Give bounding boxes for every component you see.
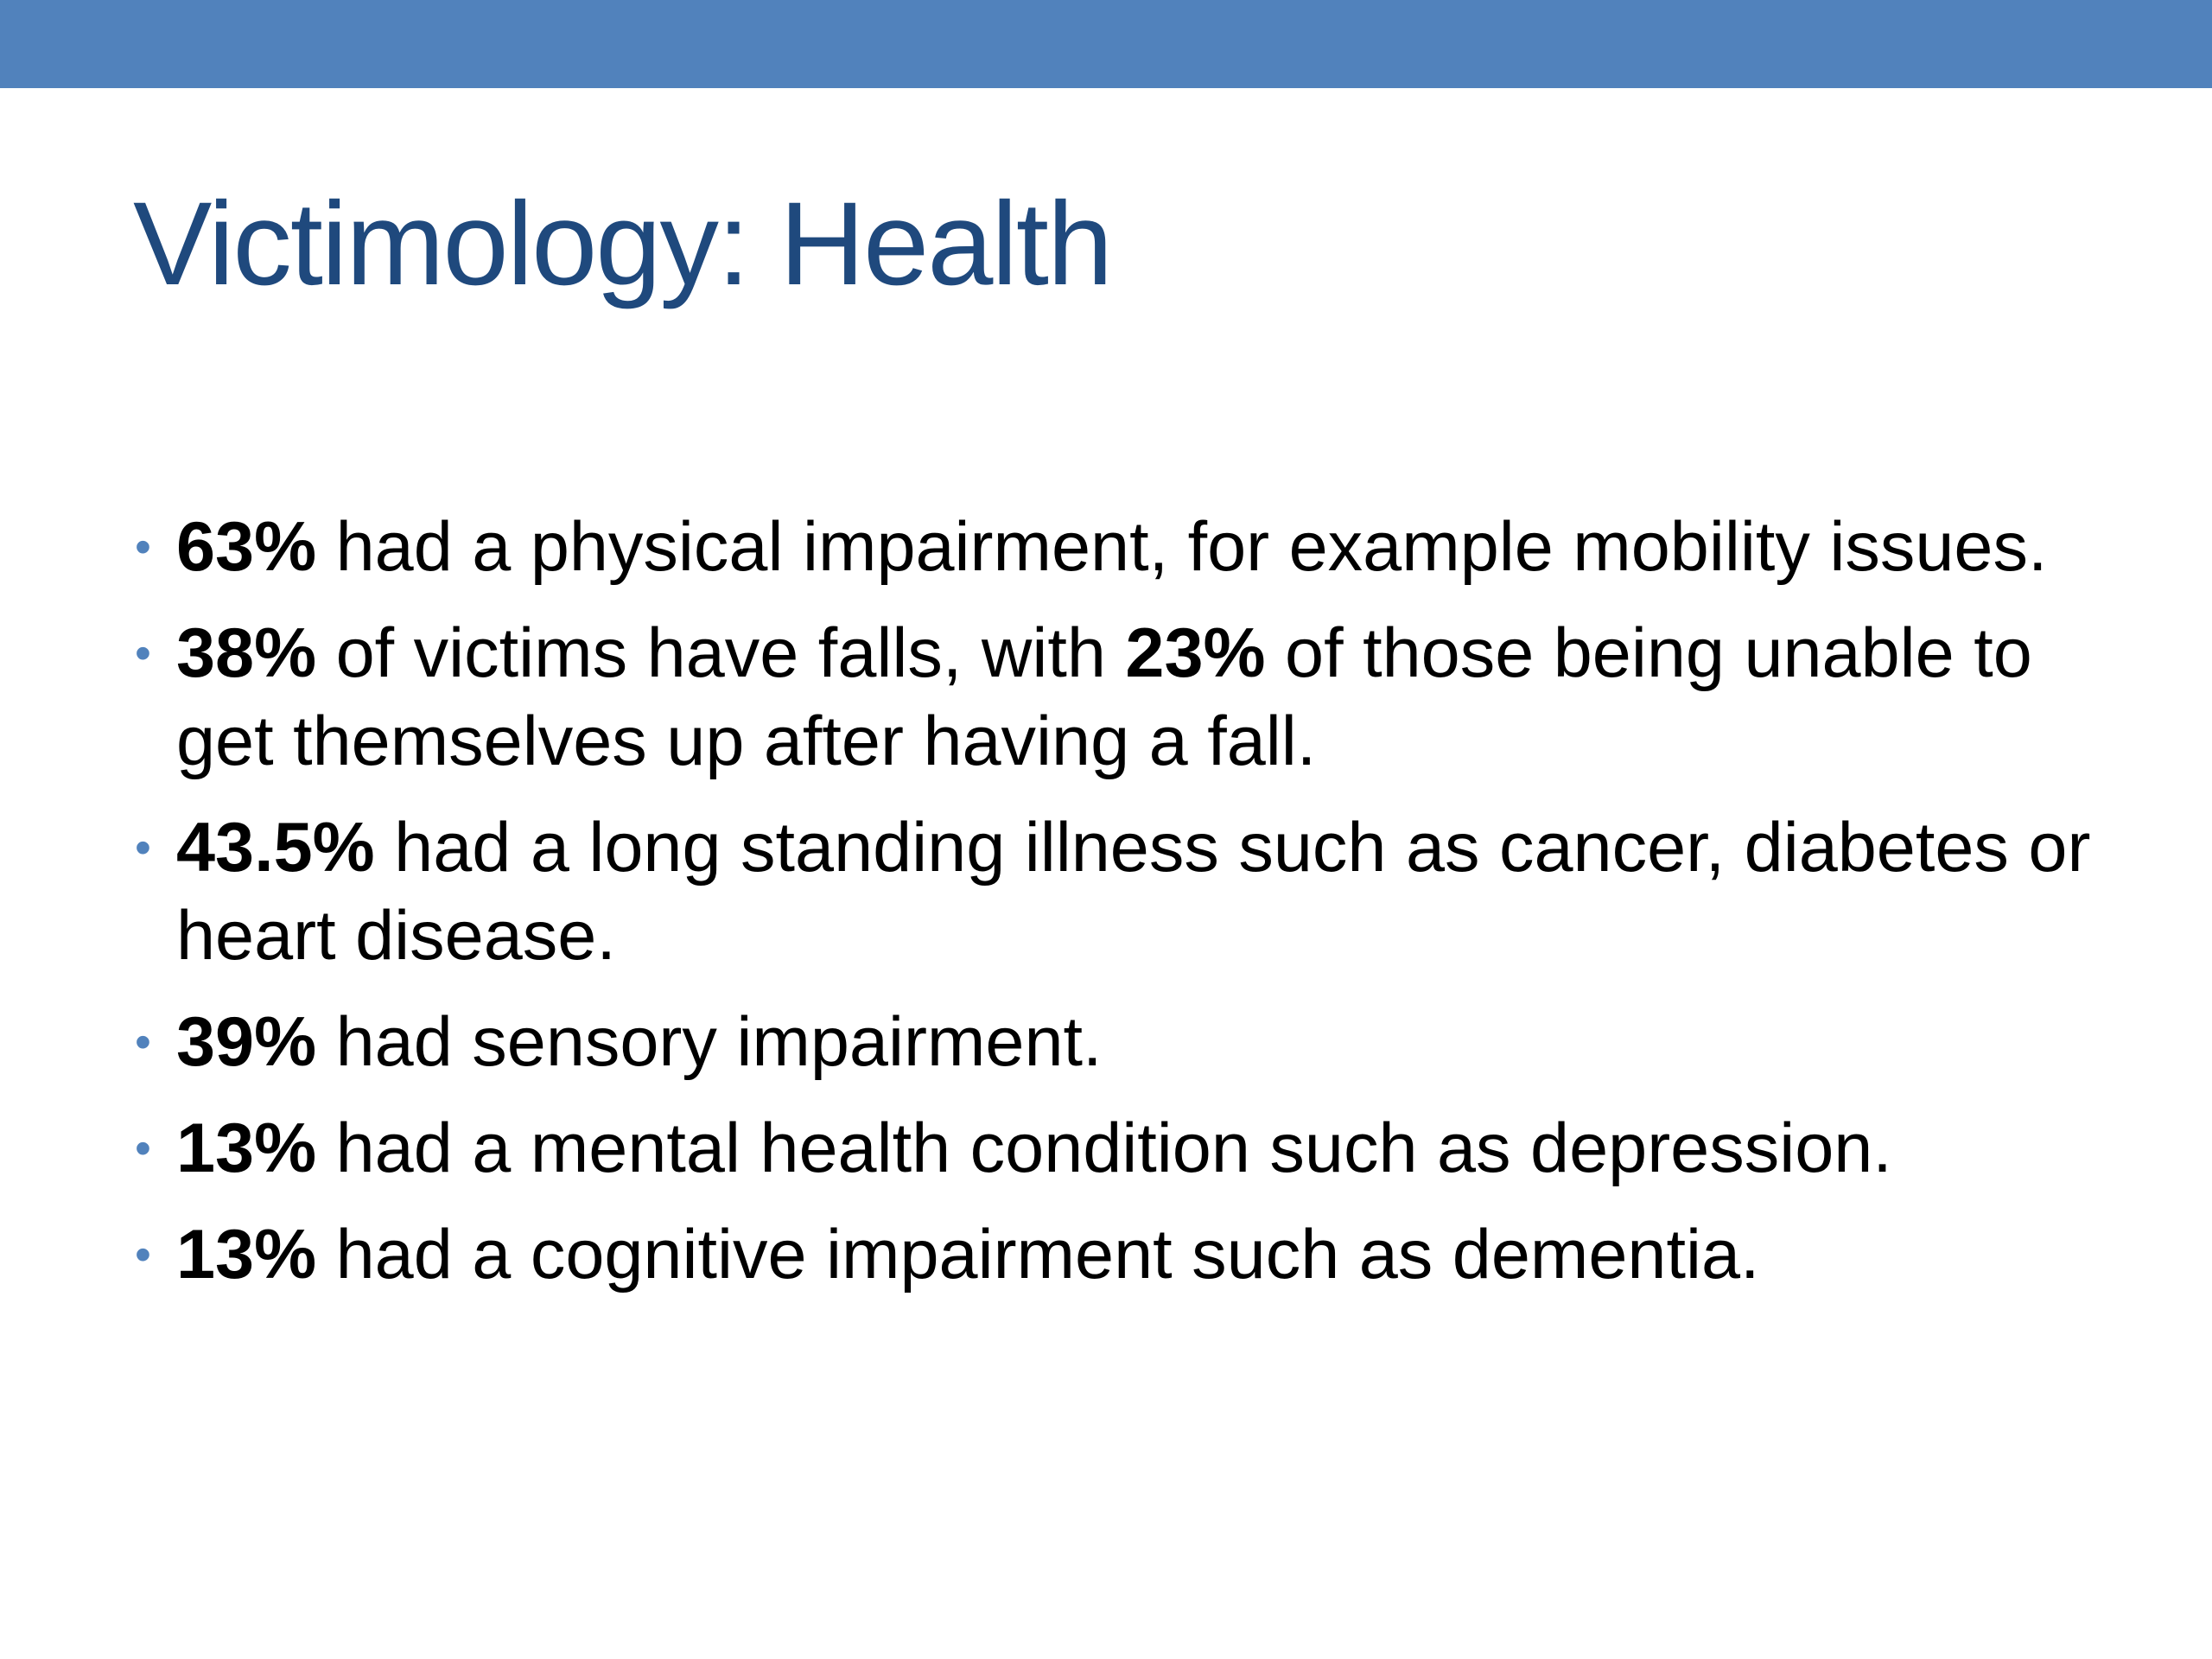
bullet-stat: 39% <box>176 1003 317 1081</box>
bullet-stat: 13% <box>176 1216 317 1294</box>
bullet-stat: 38% <box>176 614 317 692</box>
bullet-text: of victims have falls, with <box>316 614 1126 692</box>
bullet-text: had a mental health condition such as depression. <box>316 1109 1892 1187</box>
bullet-text: had sensory impairment. <box>316 1003 1103 1081</box>
bullet-dot-icon: • <box>135 521 151 573</box>
bullet-dot-icon: • <box>135 627 151 679</box>
bullet-stat: 13% <box>176 1109 317 1187</box>
bullet-stat: 43.5% <box>176 809 375 887</box>
bullet-item <box>133 998 2103 1086</box>
bullet-text: had a physical impairment, for example mobility issues. <box>316 508 2048 586</box>
bullet-dot-icon: • <box>135 1016 151 1068</box>
header-accent-band <box>0 0 2212 88</box>
bullet-dot-icon: • <box>135 822 151 874</box>
bullet-list <box>133 503 2103 1317</box>
bullet-item <box>133 503 2103 591</box>
bullet-text: had a long standing illness such as cancer, diabetes or heart disease. <box>176 809 2091 975</box>
bullet-stat: 63% <box>176 508 317 586</box>
bullet-text-continued: of those being unable to get themselves up after having a fall. <box>176 614 2032 780</box>
bullet-item <box>133 804 2103 980</box>
bullet-stat-secondary: 23% <box>1125 614 1266 692</box>
bullet-dot-icon: • <box>135 1229 151 1281</box>
bullet-item <box>133 609 2103 785</box>
bullet-item <box>133 1104 2103 1192</box>
bullet-dot-icon: • <box>135 1122 151 1174</box>
bullet-text: had a cognitive impairment such as dementia. <box>316 1216 1760 1294</box>
slide-title: Victimology: Health <box>133 178 1112 310</box>
bullet-item <box>133 1211 2103 1299</box>
